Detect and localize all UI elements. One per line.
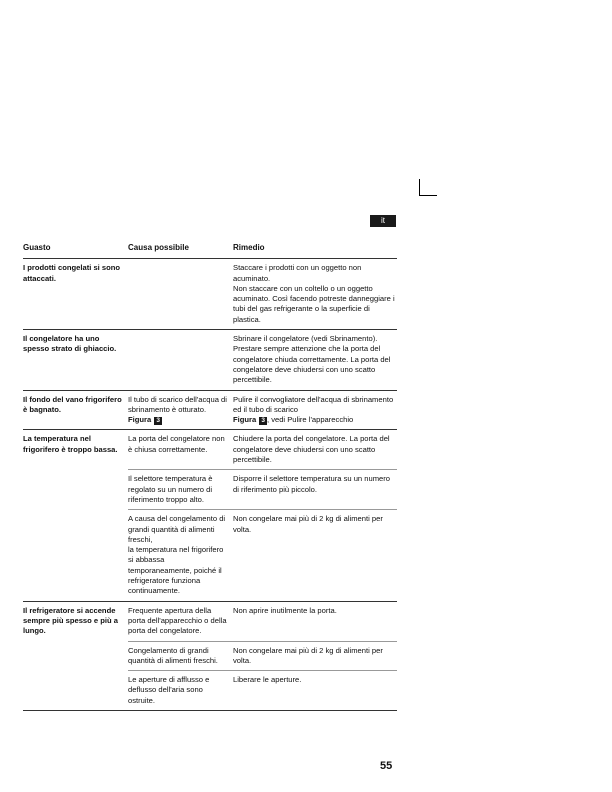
cause-cell xyxy=(128,263,233,325)
figure-label: Figura xyxy=(128,415,152,425)
troubleshooting-table xyxy=(23,239,397,711)
fault-cell: Il refrigeratore si accende sempre più spesso e più a lungo. xyxy=(23,605,118,636)
remedy-cell: Chiudere la porta del congelatore. La porta del congelatore deve chiudersi con uno scatto percettibile. xyxy=(233,434,390,465)
language-tab: it xyxy=(370,215,396,227)
cause-cell: Le aperture di afflusso e deflusso dell'aria sono ostruite. xyxy=(128,675,210,705)
header-fault: Guasto xyxy=(23,243,51,252)
table-row xyxy=(23,330,397,390)
cause-cell xyxy=(128,395,233,426)
cause-cell: La porta del congelatore non è chiusa correttamente. xyxy=(128,434,225,454)
figure-label: Figura xyxy=(233,415,257,425)
fault-cell: Il fondo del vano frigorifero è bagnato. xyxy=(23,394,122,414)
remedy-text: Pulire il convogliatore dell'acqua di sbrinamento ed il tubo di scarico xyxy=(233,394,394,414)
cause-text: Il tubo di scarico dell'acqua di sbrinamento è otturato. xyxy=(128,394,227,414)
fault-cell: La temperatura nel frigorifero è troppo bassa. xyxy=(23,434,118,454)
remedy-cell: Sbrinare il congelatore (vedi Sbrinamento). Prestare sempre attenzione che la porta del congelatore chiuda correttamente. La porta del congelatore deve chiudersi con uno scatto percettibile. xyxy=(233,334,391,385)
remedy-cell: Liberare le aperture. xyxy=(233,675,302,685)
remedy-cell: Non congelare mai più di 2 kg di alimenti per volta. xyxy=(233,645,383,665)
table-row xyxy=(23,391,397,431)
remedy-cell xyxy=(233,395,397,426)
crop-mark-vertical xyxy=(419,179,420,196)
cause-cell: Congelamento di grandi quantità di alimenti freschi. xyxy=(128,645,218,665)
fault-cell: Il congelatore ha uno spesso strato di ghiaccio. xyxy=(23,334,117,354)
remedy-cell: Non congelare mai più di 2 kg di alimenti per volta. xyxy=(233,514,383,534)
table-row xyxy=(23,602,397,711)
table-row xyxy=(23,259,397,330)
crop-mark-horizontal xyxy=(419,195,437,196)
remedy-cell: Non aprire inutilmente la porta. xyxy=(233,605,337,615)
remedy-tail-text: , vedi Pulire l'apparecchio xyxy=(266,415,354,425)
remedy-cell: Disporre il selettore temperatura su un numero di riferimento più piccolo. xyxy=(233,474,391,494)
fault-cell: I prodotti congelati si sono attaccati. xyxy=(23,263,121,283)
table-header xyxy=(23,239,397,259)
figure-number-badge: 3 xyxy=(156,417,160,425)
cause-cell xyxy=(128,334,233,385)
table-row xyxy=(23,430,397,601)
cause-cell: Il selettore temperatura è regolato su un numero di riferimento troppo alto. xyxy=(128,474,213,504)
header-cause: Causa possibile xyxy=(128,243,189,252)
cause-cell: A causa del congelamento di grandi quantità di alimenti freschi, la temperatura nel frigorifero si abbassa temporaneamente, poiché il refrigeratore funziona continuamente. xyxy=(128,514,226,596)
page-number: 55 xyxy=(380,760,393,772)
figure-number-badge: 3 xyxy=(261,417,265,425)
header-remedy: Rimedio xyxy=(233,243,265,252)
remedy-cell: Staccare i prodotti con un oggetto non acuminato. Non staccare con un coltello o un oggetto acuminato. Così facendo potreste danneggiare i tubi del gas refrigerante o la superficie di plastica. xyxy=(233,263,395,324)
cause-cell: Frequente apertura della porta dell'apparecchio o della porta del congelatore. xyxy=(128,605,227,636)
